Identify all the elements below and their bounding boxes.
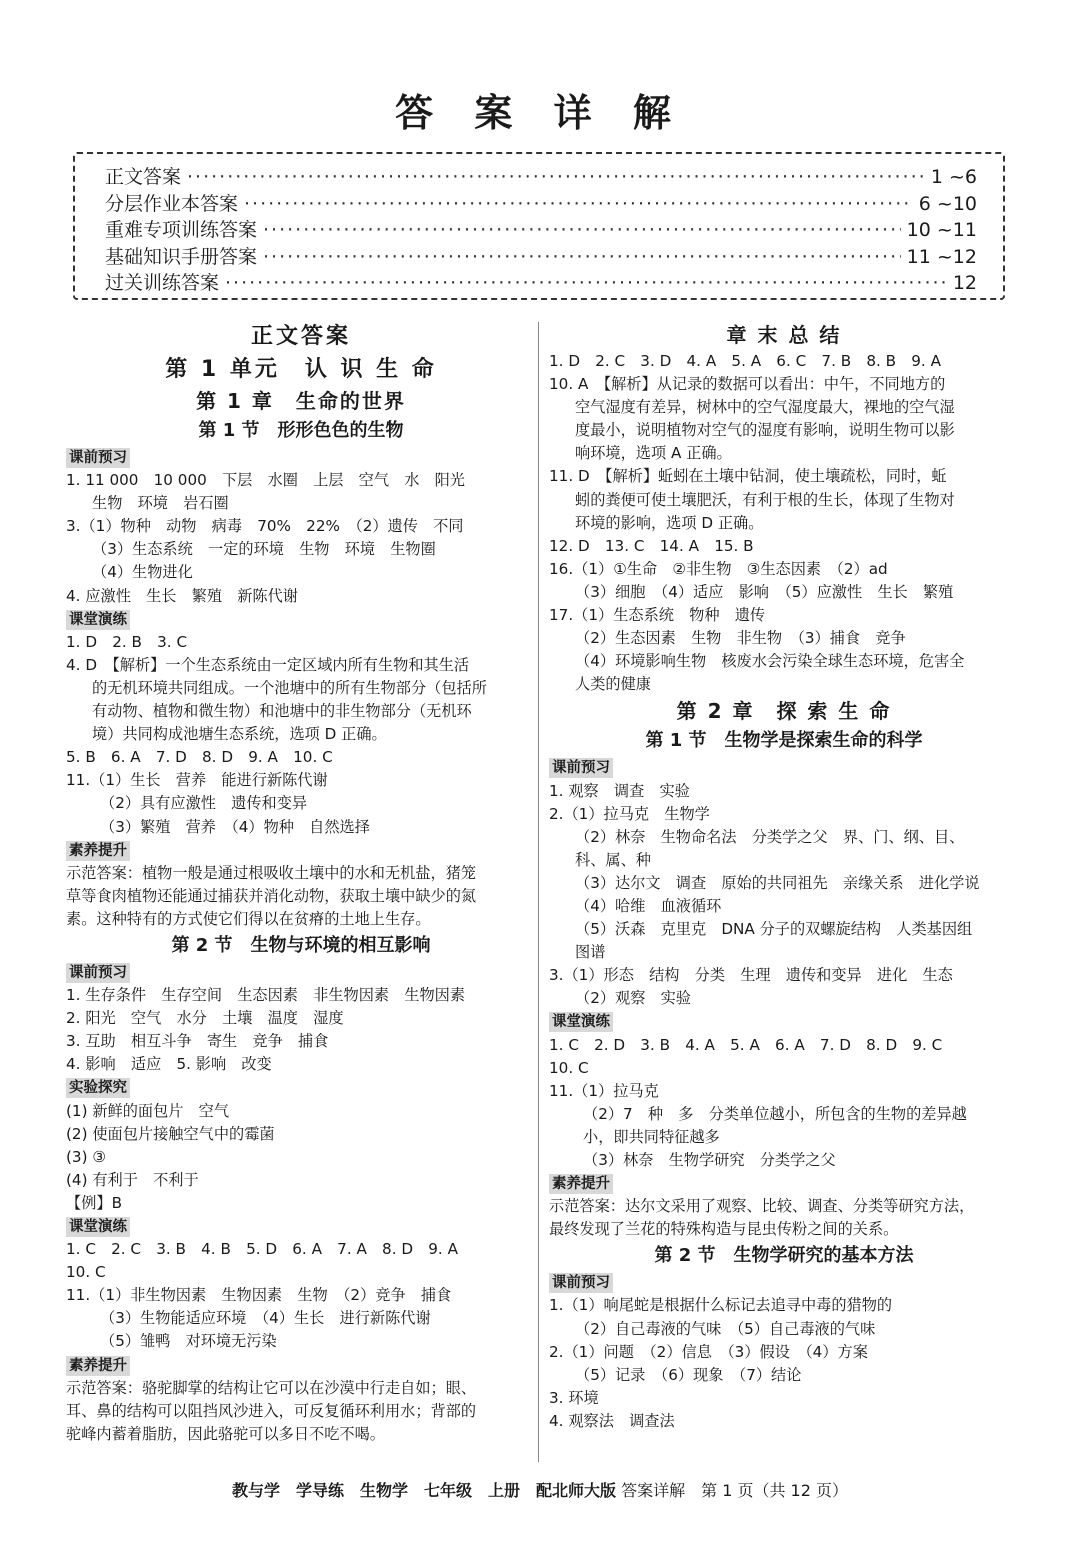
section-tag-label: 课堂演练 [66,610,130,630]
answer-line: （2）观察 实验 [575,989,691,1008]
answer-line: 【例】B [66,1193,122,1212]
answer-line: （3）生物能适应环境 （4）生长 进行新陈代谢 [100,1309,431,1328]
toc-label: 正文答案 [105,166,182,188]
answer-line: 耳、鼻的结构可以阻挡风沙进入，可反复循环利用水；背部的 [66,1401,477,1420]
answer-line: 最终发现了兰花的特殊构造与昆虫传粉之间的关系。 [549,1220,899,1239]
answer-line: 小，即共同特征越多 [583,1127,720,1146]
unit-heading: 正文答案 [250,324,351,349]
answer-line: 11. D 【解析】蚯蚓在土壤中钻洞，使土壤疏松，同时，蚯 [549,467,947,486]
toc-entry[interactable] [105,189,977,216]
answer-line: 4. 应激性 生长 繁殖 新陈代谢 [66,586,298,605]
answer-line: （3）细胞 （4）适应 影响 （5）应激性 生长 繁殖 [575,582,954,601]
answer-line: 1. 生存条件 生存空间 生态因素 非生物因素 生物因素 [66,986,466,1005]
answer-line: 10. C [549,1058,589,1077]
answer-line: 1. C 2. C 3. B 4. B 5. D 6. A 7. A 8. D 9. A [66,1240,458,1259]
answer-line: （3）林奈 生物学研究 分类学之父 [583,1151,836,1169]
answer-line: 境）共同构成池塘生态系统，选项 D 正确。 [92,725,387,744]
section-tag-label: 课前预习 [549,1273,613,1293]
section-tag [549,756,1019,779]
section-tag-label: 课堂演练 [549,1012,613,1032]
section-heading: 第 2 节 生物学研究的基本方法 [654,1245,914,1267]
answer-line: （5）记录 （6）现象 （7）结论 [575,1365,802,1384]
answer-line: (2) 使面包片接触空气中的霉菌 [66,1124,275,1143]
toc-entry[interactable] [105,268,977,295]
answer-line: （5）沃森 克里克 DNA 分子的双螺旋结构 人类基因组 [575,920,973,939]
section-tag [549,1010,1019,1033]
answer-line: 11.（1）非生物因素 生物因素 生物 （2）竞争 捕食 [66,1286,452,1305]
section-tag [66,839,536,862]
toc-entry[interactable] [105,162,977,189]
section-tag-label: 实验探究 [66,1078,130,1098]
right-column [549,320,1019,1433]
toc-leader-dots [244,193,913,215]
answer-line: （2）生态因素 生物 非生物 （3）捕食 竞争 [575,629,906,648]
answer-line: （2）林奈 生物命名法 分类学之父 界、门、纲、目、 [575,827,965,846]
toc-entry[interactable] [105,215,977,242]
answer-line: （5）雏鸭 对环境无污染 [100,1332,277,1351]
answer-line: 12. D 13. C 14. A 15. B [549,536,754,555]
toc-pages: 1 ~6 [930,166,977,188]
answer-line: 1. D 2. C 3. D 4. A 5. A 6. C 7. B 8. B 9. A [549,352,941,370]
answer-line: 2.（1）拉马克 生物学 [549,804,710,823]
unit-heading: 第 1 单元 认 识 生 命 [165,357,437,382]
answer-line: （3）达尔文 调查 原始的共同祖先 亲缘关系 进化学说 [575,873,980,892]
answer-line: 1.（1）响尾蛇是根据什么标记去追寻中毒的猎物的 [549,1296,893,1315]
answer-line: 3.（1）形态 结构 分类 生理 遗传和变异 进化 生态 [549,966,953,985]
chapter-heading: 章 末 总 结 [726,323,842,347]
answer-line: (3) ③ [66,1147,106,1166]
left-column [66,320,536,1446]
answer-line: 生物 环境 岩石圈 [92,494,229,513]
toc-pages: 10 ~11 [906,219,977,241]
section-heading: 第 1 节 生物学是探索生命的科学 [645,730,923,752]
answer-line: 环境的影响，选项 D 正确。 [575,513,764,532]
section-heading: 第 2 节 生物与环境的相互影响 [171,934,431,956]
section-tag [66,446,536,469]
answer-line: 1. 观察 调查 实验 [549,781,690,800]
answer-line: 示范答案：骆驼脚掌的结构让它可以在沙漠中行走自如；眼、 [66,1378,477,1397]
answer-line: 1. C 2. D 3. B 4. A 5. A 6. A 7. D 8. D 9. C [549,1035,943,1054]
answer-line: 11.（1）拉马克 [549,1081,659,1100]
answer-line: 10. A 【解析】从记录的数据可以看出：中午，不同地方的 [549,375,946,394]
toc-label: 过关训练答案 [105,272,220,294]
answer-line: 5. B 6. A 7. D 8. D 9. A 10. C [66,748,333,767]
answer-line: （4）环境影响生物 核废水会污染全球生态环境，危害全 [575,652,965,671]
answer-line: 示范答案：植物一般是通过根吸收土壤中的水和无机盐，猪笼 [66,863,477,882]
answer-line: 驼峰内蓄着脂肪，因此骆驼可以多日不吃不喝。 [66,1424,385,1443]
section-tag-label: 课前预习 [66,448,130,468]
footer [0,1478,1080,1501]
answer-line: (1) 新鲜的面包片 空气 [66,1101,230,1120]
toc-leader-dots [187,166,925,188]
toc-label: 分层作业本答案 [105,192,239,215]
toc-pages: 11 ~12 [906,245,977,268]
answer-line: 1. 11 000 10 000 下层 水圈 上层 空气 水 阳光 [66,471,465,490]
section-tag-label: 素养提升 [549,1174,613,1194]
answer-line: 度最小，说明植物对空气的湿度有影响，说明生物可以影 [575,421,955,440]
toc-leader-dots [263,219,901,241]
table-of-contents [73,152,1005,300]
toc-pages: 6 ~10 [918,192,977,215]
section-tag [66,961,536,984]
answer-line: 空气湿度有差异，树林中的空气湿度最大，裸地的空气湿 [575,398,955,417]
section-tag-label: 课前预习 [66,963,130,983]
answer-line: （4）哈维 血液循环 [575,896,722,915]
toc-leader-dots [225,272,947,294]
section-tag [549,1172,1019,1195]
answer-line: （3）繁殖 营养 （4）物种 自然选择 [100,817,370,836]
answer-line: 2. 阳光 空气 水分 土壤 温度 湿度 [66,1009,344,1028]
section-tag [66,1215,536,1238]
answer-line: 10. C [66,1263,106,1282]
answer-line: 4. 影响 适应 5. 影响 改变 [66,1055,272,1074]
answer-line: (4) 有利于 不利于 [66,1170,199,1189]
answer-line: 响环境，选项 A 正确。 [575,444,732,463]
section-tag-label: 课堂演练 [66,1217,130,1237]
toc-label: 重难专项训练答案 [105,219,258,241]
answer-line: 11.（1）生长 营养 能进行新陈代谢 [66,771,328,790]
answer-line: 3.（1）物种 动物 病毒 70% 22% （2）遗传 不同 [66,517,464,536]
section-tag-label: 课前预习 [549,758,613,778]
page-title: 答 案 详 解 [395,91,685,135]
footer-book-title: 教与学 学导练 生物学 七年级 上册 配北师大版 [232,1481,617,1500]
answer-line: 的无机环境共同组成。一个池塘中的所有生物部分（包括所 [92,678,487,697]
section-tag [66,608,536,631]
footer-page-number: 答案详解 第 1 页（共 12 页） [621,1481,848,1500]
answer-line: 17.（1）生态系统 物种 遗传 [549,606,766,625]
answer-line: 人类的健康 [575,675,651,694]
chapter-heading: 第 1 章 生命的世界 [196,389,406,413]
answer-line: 16.（1）①生命 ②非生物 ③生态因素 （2）ad [549,559,888,578]
answer-line: （4）生物进化 [92,563,193,582]
toc-entry[interactable] [105,242,977,269]
answer-line: 蚓的粪便可使土壤肥沃，有利于根的生长，体现了生物对 [575,490,955,509]
answer-line: 3. 环境 [549,1388,599,1407]
answer-line: 图谱 [575,943,606,962]
answer-line: 示范答案：达尔文采用了观察、比较、调查、分类等研究方法， [549,1197,975,1216]
section-tag [66,1076,536,1099]
answer-line: （2）自己毒液的气味 （5）自己毒液的气味 [575,1319,876,1338]
answer-line: 科、属、种 [575,850,651,869]
toc-pages: 12 [952,272,977,294]
answer-line: 4. D 【解析】一个生态系统由一定区域内所有生物和其生活 [66,655,470,674]
chapter-heading: 第 2 章 探 索 生 命 [676,699,892,724]
toc-leader-dots [263,246,901,268]
answer-line: 素。这种特有的方式使它们得以在贫瘠的土地上生存。 [66,909,431,928]
answer-line: 草等食肉植物还能通过捕获并消化动物，获取土壤中缺少的氮 [66,886,477,905]
answer-line: 1. D 2. B 3. C [66,632,188,651]
answer-line: 3. 互助 相互斗争 寄生 竞争 捕食 [66,1032,329,1051]
toc-label: 基础知识手册答案 [105,245,258,268]
answer-line: 有动物、植物和微生物）和池塘中的非生物部分（无机环 [92,702,472,721]
answer-line: 2.（1）问题 （2）信息 （3）假设 （4）方案 [549,1342,868,1361]
section-heading: 第 1 节 形形色色的生物 [198,420,404,441]
answer-line: 4. 观察法 调查法 [549,1411,675,1430]
section-tag-label: 素养提升 [66,1356,130,1376]
section-tag [66,1354,536,1377]
answer-line: （3）生态系统 一定的环境 生物 环境 生物圈 [92,540,436,559]
section-tag-label: 素养提升 [66,841,130,861]
section-tag [549,1271,1019,1294]
answer-line: （2）具有应激性 遗传和变异 [100,794,308,813]
answer-line: （2）7 种 多 分类单位越小，所包含的生物的差异越 [583,1104,967,1123]
column-divider [538,322,539,1462]
